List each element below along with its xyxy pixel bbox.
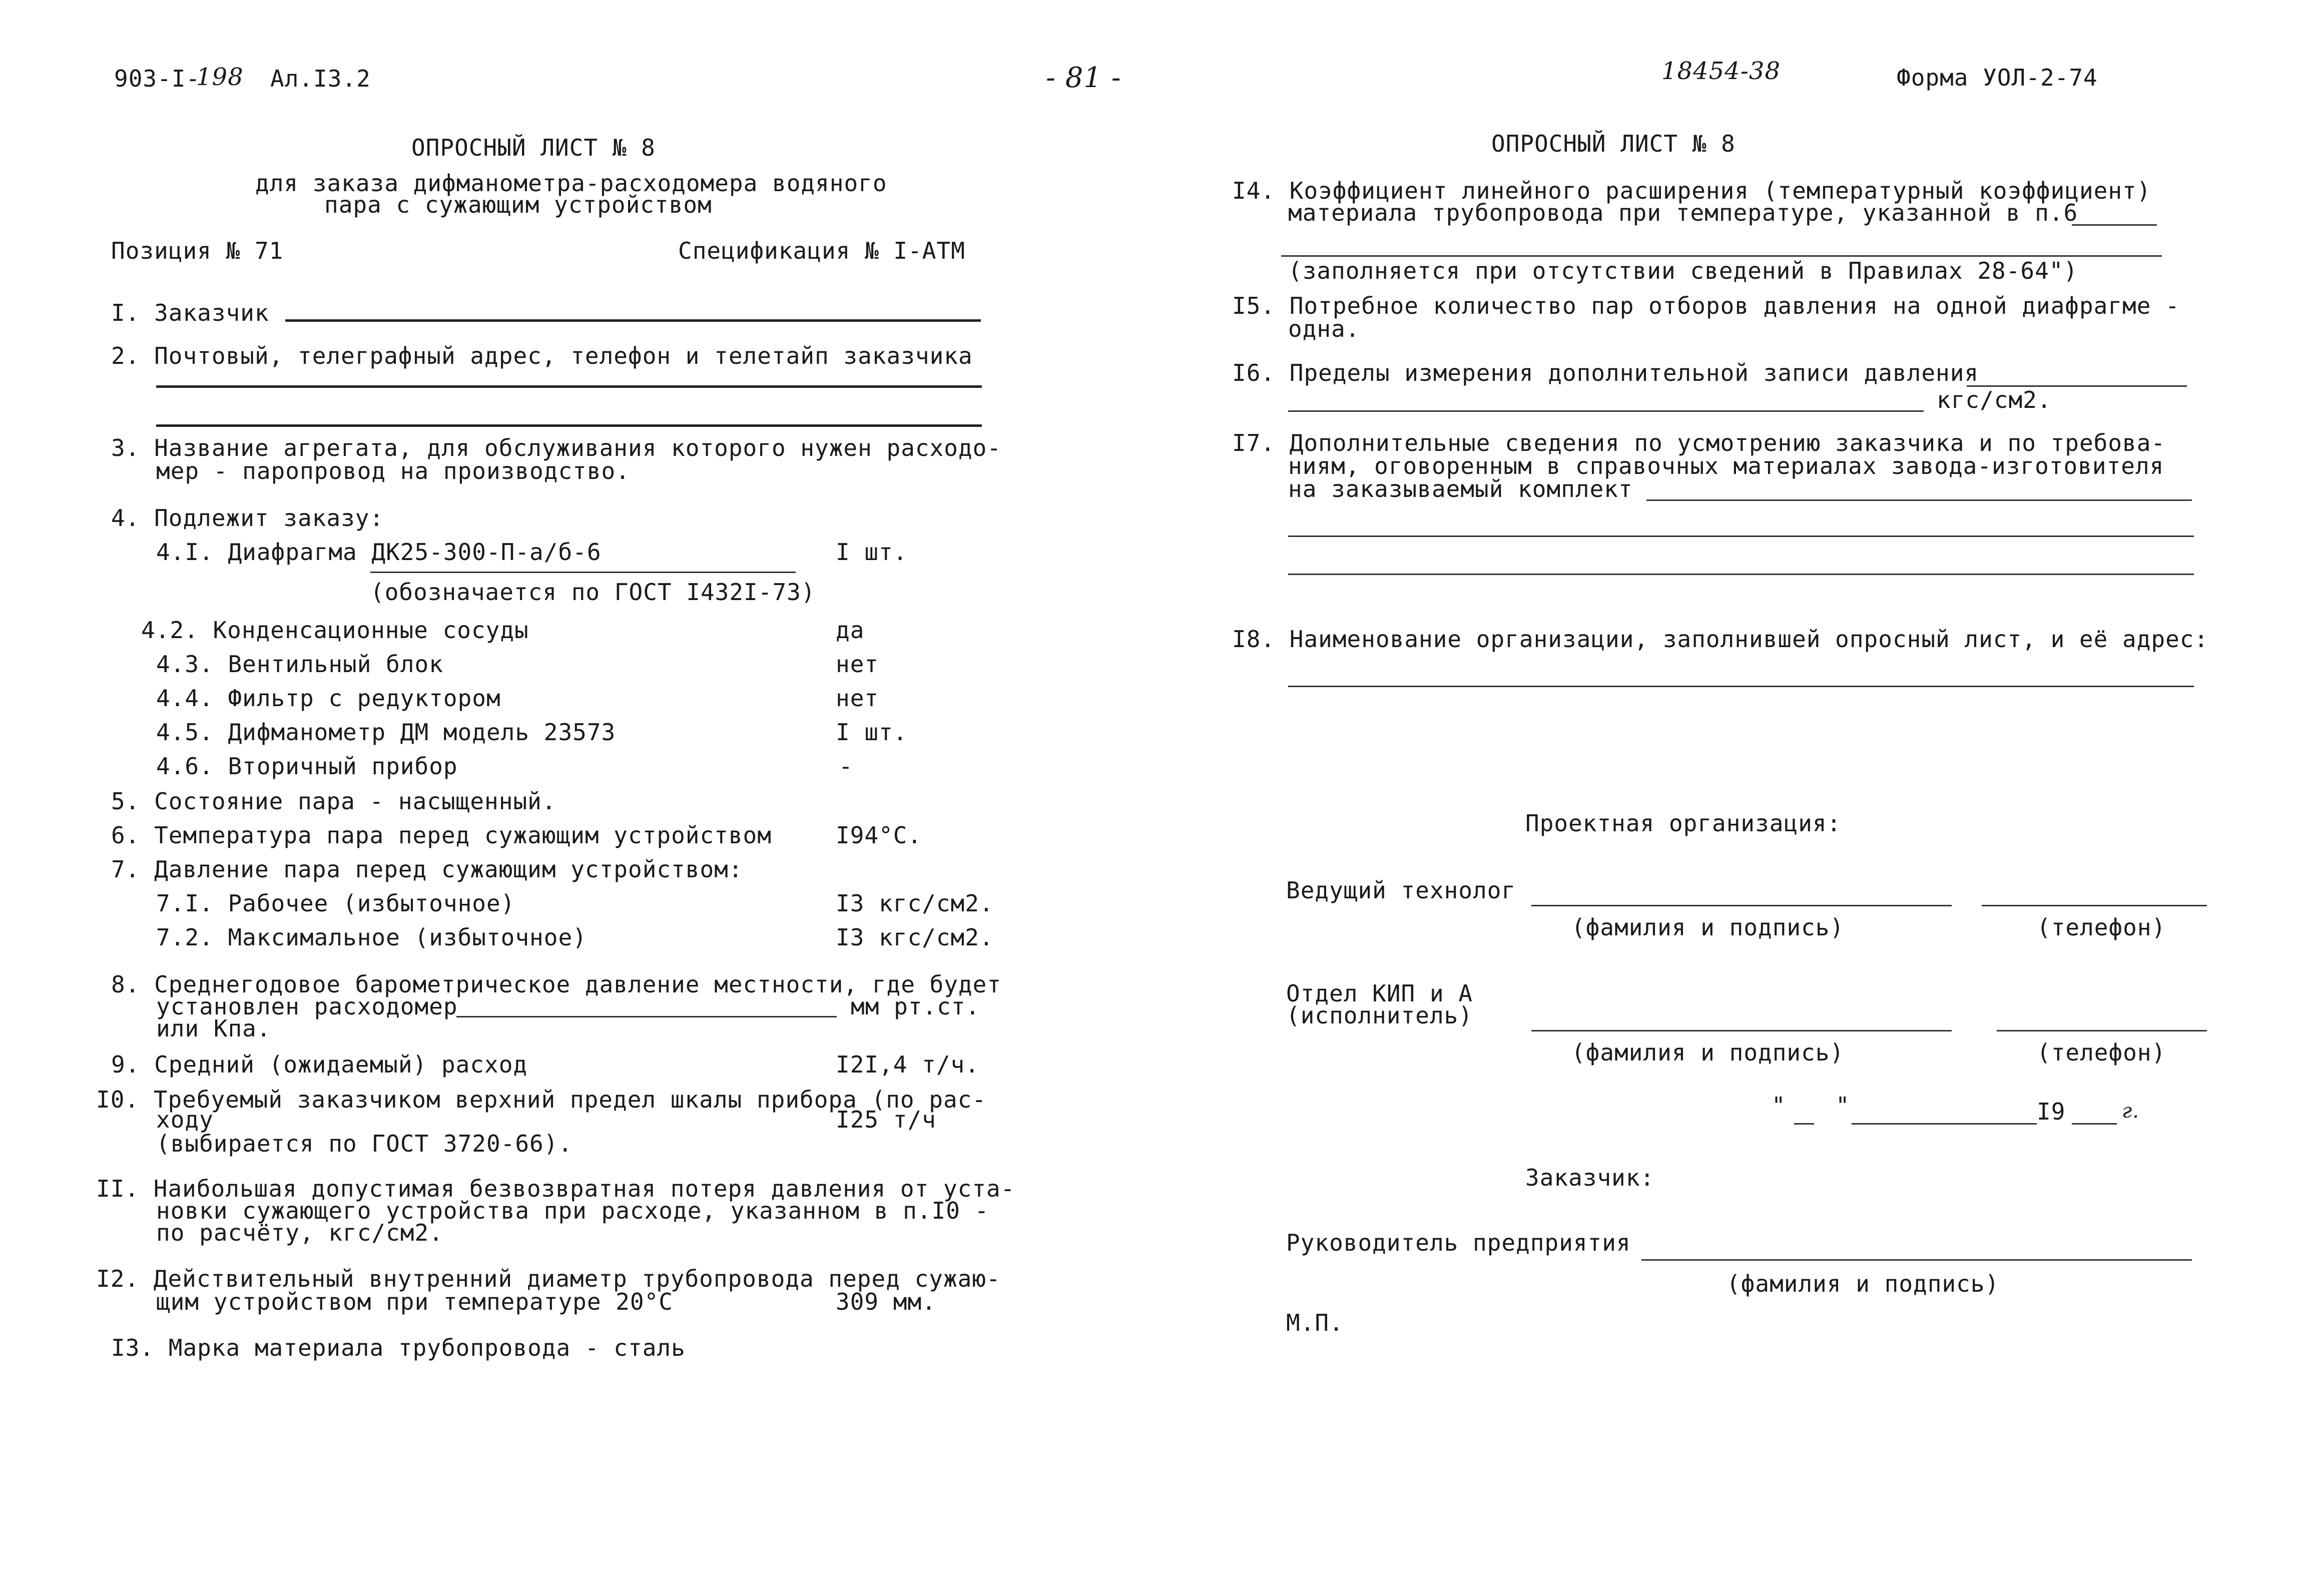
item-18-organization: I8. Наименование организации, заполнившей опросный лист, и её адрес: <box>1232 626 2209 653</box>
item-2-address: 2. Почтовый, телеграфный адрес, телефон и телетайп заказчика <box>111 342 973 369</box>
item-7-1-label: 7.I. Рабочее (избыточное) <box>156 890 515 917</box>
item-12-line-2: щим устройством при температуре 20°С <box>156 1288 673 1315</box>
item-4-1-label: 4.I. Диафрагма ДК25-300-П-а/б-6 <box>156 539 602 566</box>
specification-number: Спецификация № I-АТМ <box>678 237 965 264</box>
director-label: Руководитель предприятия <box>1286 1229 1631 1256</box>
item-16-unit: кгс/см2. <box>1937 386 2052 413</box>
lead-technologist-name-caption: (фамилия и подпись) <box>1571 914 1845 941</box>
date-day-line <box>1794 1123 1814 1125</box>
date-quote-open: " <box>1772 1092 1786 1119</box>
item-15-line-2: одна. <box>1288 315 1360 342</box>
item-7-2-value: I3 кгс/см2. <box>836 924 994 951</box>
item-4-2-label: 4.2. Конденсационные сосуды <box>141 617 529 644</box>
director-signature-line <box>1641 1259 2192 1261</box>
item-14-line-2: материала трубопровода при температуре, указанной в п.6 <box>1288 199 2078 226</box>
item-11-line-3: по расчёту, кгс/см2. <box>156 1219 443 1246</box>
date-year-prefix: I9 <box>2037 1098 2066 1125</box>
left-title: ОПРОСНЫЙ ЛИСТ № 8 <box>411 134 656 161</box>
date-year-line <box>2072 1123 2117 1125</box>
kip-phone-caption: (телефон) <box>2037 1039 2166 1066</box>
item-17-fill-line-1 <box>1646 499 2192 501</box>
item-16-fill-line-2 <box>1288 410 1924 412</box>
item-4-heading: 4. Подлежит заказу: <box>111 504 384 531</box>
item-10-value: I25 т/ч <box>836 1106 936 1133</box>
page-number: - 81 - <box>1046 62 1121 94</box>
item-14-fill-line-2 <box>1281 255 2162 257</box>
item-16-label: I6. Пределы измерения дополнительной записи давления <box>1232 359 1979 386</box>
kip-name-caption: (фамилия и подпись) <box>1571 1039 1845 1066</box>
item-7-heading: 7. Давление пара перед сужающим устройством: <box>111 856 743 883</box>
item-10-line-2: ходу <box>156 1106 214 1133</box>
form-number: Форма УОЛ-2-74 <box>1897 64 2098 91</box>
item-5-steam-state: 5. Состояние пара - насыщенный. <box>111 788 556 815</box>
left-subtitle-2: пара с сужающим устройством <box>324 191 712 218</box>
item-14-note: (заполняется при отсутствии сведений в Правилах 28-64") <box>1288 257 2078 284</box>
item-1-customer: I. Заказчик <box>111 299 269 326</box>
item-13-material: I3. Марка материала трубопровода - сталь <box>111 1334 686 1361</box>
address-fill-line-1 <box>156 385 982 388</box>
kip-department-line-2: (исполнитель) <box>1286 1002 1473 1029</box>
item-9-value: I2I,4 т/ч. <box>836 1051 979 1078</box>
date-quote-close: " <box>1836 1092 1850 1119</box>
item-10-line-1: I0. Требуемый заказчиком верхний предел шкалы прибора (по рас- <box>96 1086 987 1113</box>
barometric-fill-line <box>456 1016 837 1017</box>
item-18-fill-line <box>1288 686 2194 687</box>
lead-technologist-signature-line <box>1531 905 1952 906</box>
doc-code-handwritten: 198 <box>196 63 244 91</box>
item-17-line-3: на заказываемый комплект <box>1288 475 1633 502</box>
item-4-3-value: нет <box>836 651 879 678</box>
kip-department-line-1: Отдел КИП и А <box>1286 980 1473 1007</box>
item-4-5-label: 4.5. Дифманометр ДМ модель 23573 <box>156 719 616 746</box>
item-4-1-note: (обозначается по ГОСТ I432I-73) <box>370 579 816 606</box>
item-4-4-label: 4.4. Фильтр с редуктором <box>156 685 501 712</box>
project-organization-label: Проектная организация: <box>1525 810 1842 837</box>
item-17-line-1: I7. Дополнительные сведения по усмотрению заказчика и по требова- <box>1232 429 2166 456</box>
item-8-unit: мм рт.ст. <box>851 993 980 1020</box>
item-4-1-underline <box>370 572 796 573</box>
item-3-line-1: 3. Название агрегата, для обслуживания которого нужен расходо- <box>111 434 1002 461</box>
item-12-value: 309 мм. <box>836 1288 936 1315</box>
left-subtitle-1: для заказа дифманометра-расходомера водяного <box>255 170 887 197</box>
kip-signature-line <box>1531 1030 1952 1031</box>
date-month-line <box>1852 1123 2037 1125</box>
code-handwritten: 18454-38 <box>1661 57 1781 85</box>
lead-technologist-phone-line <box>1982 905 2207 906</box>
stamp-placeholder: М.П. <box>1286 1309 1344 1336</box>
doc-code: 903-I- <box>114 65 201 92</box>
item-11-line-2: новки сужающего устройства при расходе, указанном в п.I0 - <box>156 1197 989 1224</box>
item-10-line-3: (выбирается по ГОСТ 3720-66). <box>156 1130 573 1157</box>
address-fill-line-2 <box>156 424 982 427</box>
item-14-fill-line <box>2072 224 2157 226</box>
item-17-line-2: ниям, оговоренным в справочных материалах завода-изготовителя <box>1288 452 2164 479</box>
item-4-2-value: да <box>836 617 865 644</box>
lead-technologist-label: Ведущий технолог <box>1286 877 1516 904</box>
item-9-label: 9. Средний (ожидаемый) расход <box>111 1051 528 1078</box>
item-14-line-1: I4. Коэффициент линейного расширения (температурный коэффициент) <box>1232 177 2151 204</box>
item-4-5-value: I шт. <box>836 719 908 746</box>
right-title: ОПРОСНЫЙ ЛИСТ № 8 <box>1491 130 1736 157</box>
lead-technologist-phone-caption: (телефон) <box>2037 914 2166 941</box>
customer-label: Заказчик: <box>1525 1164 1655 1191</box>
item-12-line-1: I2. Действительный внутренний диаметр трубопровода перед сужаю- <box>96 1265 1001 1292</box>
item-4-6-value: - <box>839 753 853 780</box>
item-4-6-label: 4.6. Вторичный прибор <box>156 753 458 780</box>
album-number: Ал.I3.2 <box>270 65 371 92</box>
item-8-line-2: установлен расходомер <box>156 993 458 1020</box>
customer-fill-line <box>285 319 981 322</box>
item-6-label: 6. Температура пара перед сужающим устройством <box>111 822 772 849</box>
director-name-caption: (фамилия и подпись) <box>1726 1270 2000 1297</box>
position-number: Позиция № 71 <box>111 237 284 264</box>
item-7-2-label: 7.2. Максимальное (избыточное) <box>156 924 587 951</box>
item-15-line-1: I5. Потребное количество пар отборов давления на одной диафрагме - <box>1232 292 2180 319</box>
item-4-1-value: I шт. <box>836 539 908 566</box>
item-4-3-label: 4.3. Вентильный блок <box>156 651 443 678</box>
item-17-fill-line-2 <box>1288 536 2194 537</box>
kip-phone-line <box>1997 1030 2207 1031</box>
item-4-4-value: нет <box>836 685 879 712</box>
item-8-line-3: или Кпа. <box>156 1015 271 1042</box>
item-3-line-2: мер - паропровод на производство. <box>156 457 630 484</box>
item-6-value: I94°С. <box>836 822 922 849</box>
item-17-fill-line-3 <box>1288 574 2194 575</box>
item-11-line-1: II. Наибольшая допустимая безвозвратная потеря давления от уста- <box>96 1175 1015 1202</box>
date-year-suffix: г. <box>2122 1100 2139 1123</box>
item-8-line-1: 8. Среднегодовое барометрическое давление местности, где будет <box>111 971 1002 998</box>
item-7-1-value: I3 кгс/см2. <box>836 890 994 917</box>
